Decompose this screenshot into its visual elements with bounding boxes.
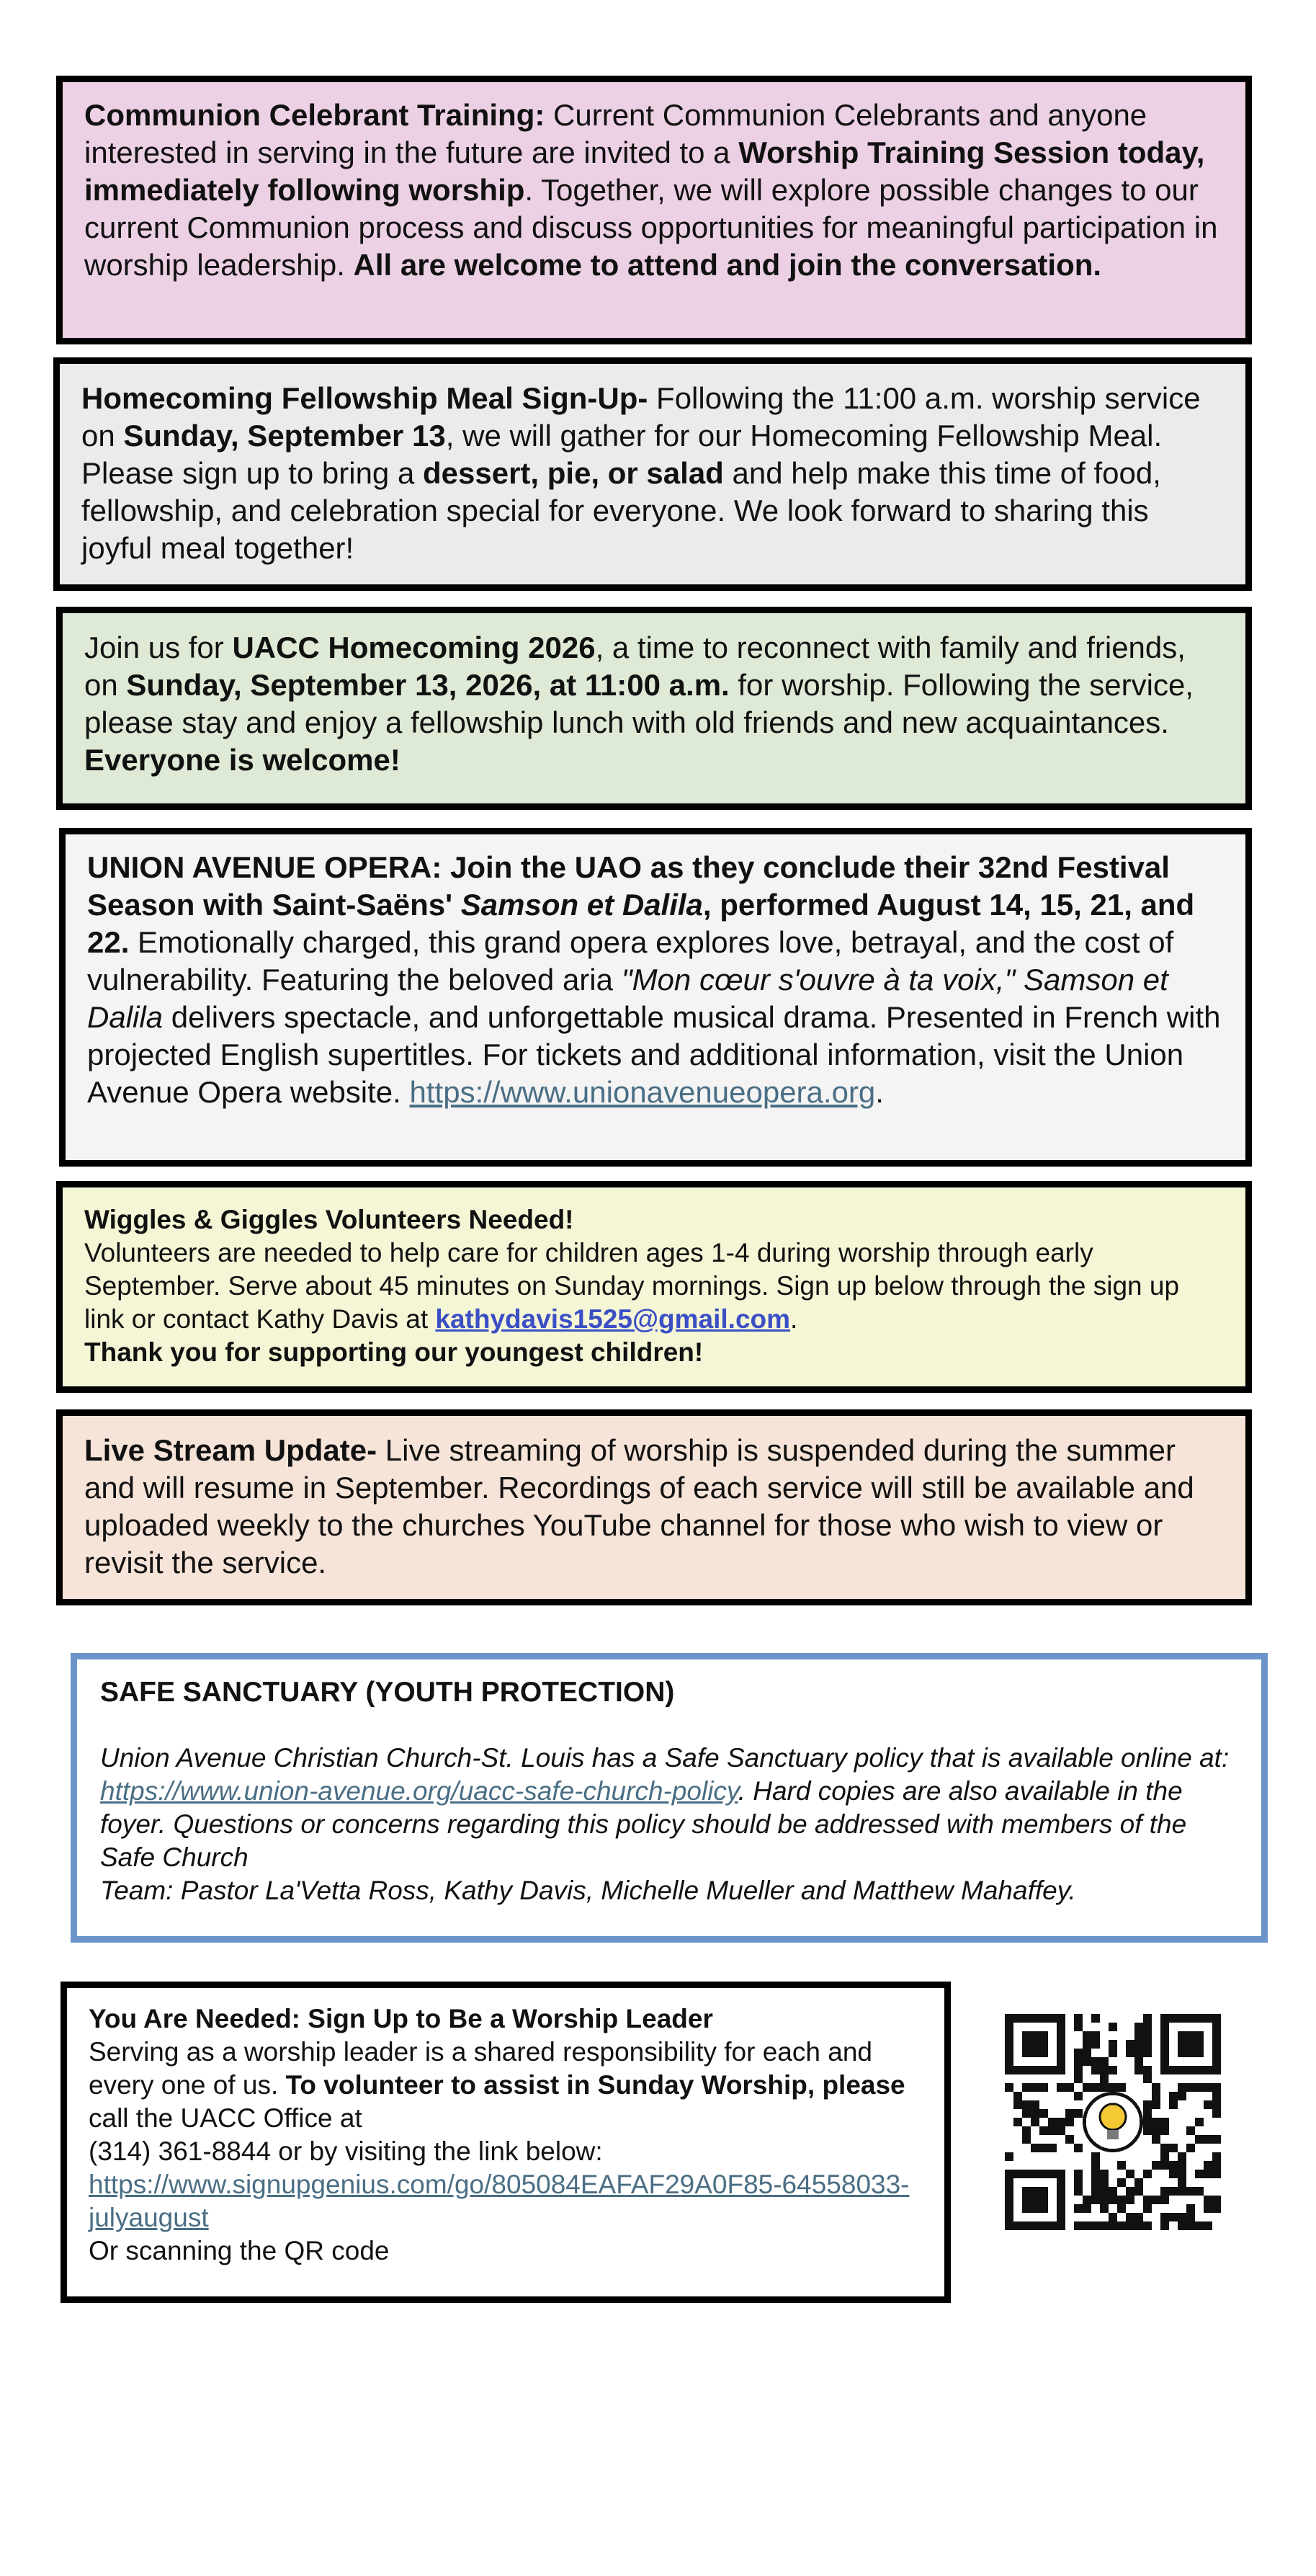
opera-website-link[interactable]: https://www.unionavenueopera.org [409, 1075, 876, 1109]
livestream-paragraph: Live Stream Update- Live streaming of worship is suspended during the summer and will resume in September. Recordings of each service will still be available and uploaded weekly to the churches YouTube channel for those who wish to view or revisit the service. [84, 1433, 1194, 1579]
livestream-title: Live Stream Update- [84, 1433, 377, 1467]
opera-paragraph: UNION AVENUE OPERA: Join the UAO as they conclude their 32nd Festival Season with Saint-Saëns' Samson et Dalila, performed August 14, 15, 21, and 22. Emotionally charged, this grand opera explores love, betrayal, and the cost of vulnerability. Featuring the beloved aria "Mon cœur s'ouvre à ta voix," Samson et Dalila delivers spectacle, and unforgettable musical drama. Presented in French with projected English supertitles. For tickets and additional information, visit the Union Avenue Opera website. https://www.unionavenueopera.org. [87, 850, 1221, 1109]
email-link[interactable]: kathydavis1525@gmail.com [435, 1304, 791, 1334]
lightbulb-icon [1084, 2093, 1141, 2150]
worship-leader-paragraph: You Are Needed: Sign Up to Be a Worship Leader Serving as a worship leader is a shared responsibility for each and every one of us. To volunteer to assist in Sunday Worship, please call the UACC Office at (314) 361-8844 or by visiting the link below: https://www.signupgenius.com/go/805084EAFAF29A0F85-64558033-julyaugust Or scanning the QR code [89, 2004, 910, 2265]
safe-sanctuary-heading: SAFE SANCTUARY (YOUTH PROTECTION) [100, 1677, 675, 1708]
communion-paragraph: Communion Celebrant Training: Current Communion Celebrants and anyone interested in serving in the future are invited to a Worship Training Session today, immediately following worship. Together, we will explore possible changes to our current Communion process and discuss opportunities for meaningful participation in worship leadership. All are welcome to attend and join the conversation. [84, 98, 1218, 282]
safe-church-policy-link[interactable]: https://www.union-avenue.org/uacc-safe-church-policy [100, 1776, 738, 1806]
opera-title: UNION AVENUE OPERA: Join the UAO as they conclude their 32nd Festival Season with Saint-Saëns' [87, 850, 1170, 922]
signup-genius-link[interactable]: https://www.signupgenius.com/go/805084EAFAF29A0F85-64558033-julyaugust [89, 2170, 910, 2232]
wiggles-paragraph: Wiggles & Giggles Volunteers Needed! Volunteers are needed to help care for children ages 1-4 during worship through early September. Serve about 45 minutes on Sunday mornings. Sign up below through the sign up link or contact Kathy Davis at kathydavis1525@gmail.com. Thank you for supporting our youngest children! [84, 1205, 1180, 1367]
safe-sanctuary-notice [71, 1653, 1268, 1943]
safe-church-team: Team: Pastor La'Vetta Ross, Kathy Davis, Michelle Mueller and Matthew Mahaffey. [100, 1876, 1076, 1905]
homecoming-paragraph: Join us for UACC Homecoming 2026, a time to reconnect with family and friends, on Sunday, September 13, 2026, at 11:00 a.m. for worship. Following the service, please stay and enjoy a fellowship lunch with old friends and new acquaintances. Everyone is welcome! [84, 630, 1194, 777]
homecoming-notice [56, 607, 1252, 810]
safe-sanctuary-paragraph: Union Avenue Christian Church-St. Louis has a Safe Sanctuary policy that is available online at: https://www.union-avenue.org/uacc-safe-church-policy. Hard copies are also available in the foyer. Questions or concerns regarding this policy should be addressed with members of the Safe Church Team: Pastor La'Vetta Ross, Kathy Davis, Michelle Mueller and Matthew Mahaffey. [100, 1743, 1230, 1905]
homecoming-meal-title: Homecoming Fellowship Meal Sign-Up- [81, 381, 648, 415]
worship-leader-notice [61, 1982, 951, 2303]
livestream-notice [56, 1409, 1252, 1605]
opera-notice [59, 828, 1252, 1167]
homecoming-meal-notice [53, 357, 1252, 591]
wiggles-giggles-notice [56, 1181, 1252, 1393]
communion-training-notice [56, 76, 1252, 344]
wiggles-title: Wiggles & Giggles Volunteers Needed! [84, 1205, 574, 1234]
wiggles-thanks: Thank you for supporting our youngest children! [84, 1337, 704, 1367]
office-phone: (314) 361-8844 or by visiting the link below: [89, 2136, 603, 2166]
homecoming-meal-paragraph: Homecoming Fellowship Meal Sign-Up- Following the 11:00 a.m. worship service on Sunday, September 13, we will gather for our Homecoming Fellowship Meal. Please sign up to bring a dessert, pie, or salad and help make this time of food, fellowship, and celebration special for everyone. We look forward to sharing this joyful meal together! [81, 381, 1201, 565]
communion-title: Communion Celebrant Training: [84, 98, 545, 132]
qr-code-icon[interactable] [1005, 2014, 1221, 2230]
worship-leader-title: You Are Needed: Sign Up to Be a Worship Leader [89, 2004, 713, 2033]
